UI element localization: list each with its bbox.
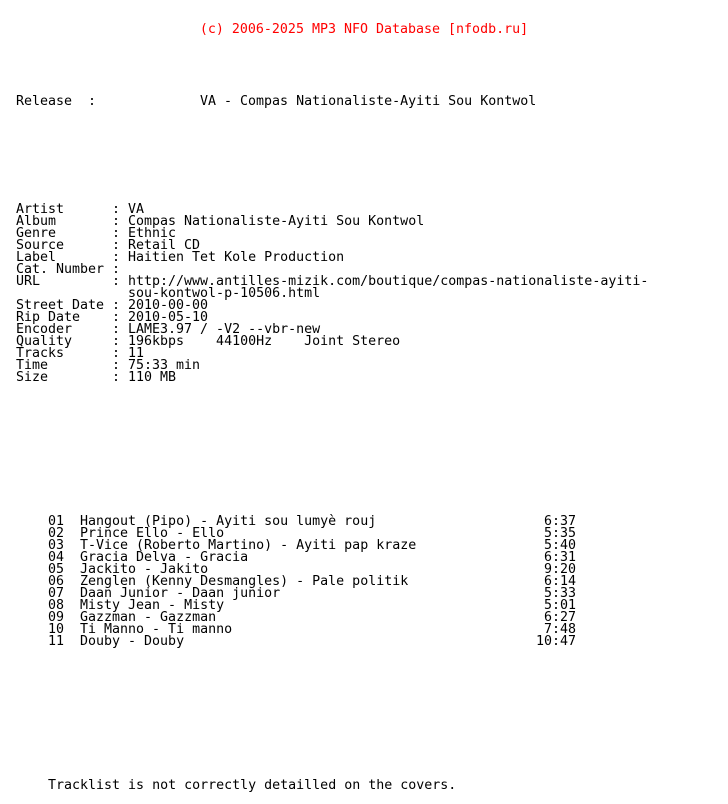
track-number: 04 [48, 550, 65, 565]
field-separator: : [112, 214, 121, 229]
blank-line [0, 60, 728, 72]
track-title: Zenglen (Kenny Desmangles) - Pale politik [80, 574, 409, 589]
field-label: Genre [16, 226, 57, 241]
track-row [0, 624, 728, 636]
track-title: T-Vice (Roberto Martino) - Ayiti pap kraze [80, 538, 417, 553]
info-field [0, 240, 728, 252]
field-value: sou-kontwol-p-10506.html [128, 286, 321, 301]
info-field [0, 300, 728, 312]
track-time: 6:14 [543, 574, 576, 589]
track-time: 5:01 [543, 598, 576, 613]
blank-line [0, 480, 728, 492]
info-field [0, 288, 728, 300]
field-value: Haitien Tet Kole Production [128, 250, 345, 265]
track-time: 7:48 [543, 622, 576, 637]
field-separator: : [112, 310, 121, 325]
track-time: 6:37 [543, 514, 576, 529]
track-row [0, 636, 728, 648]
field-label: Source [16, 238, 65, 253]
track-number: 06 [48, 574, 65, 589]
field-label: Size [16, 370, 49, 385]
field-value: 196kbps 44100Hz Joint Stereo [128, 334, 401, 349]
tracklist-note: Tracklist is not correctly detailled on the covers. [48, 778, 457, 793]
track-number: 08 [48, 598, 65, 613]
field-value: 2010-05-10 [128, 310, 209, 325]
blank-line [0, 744, 728, 756]
track-number: 03 [48, 538, 65, 553]
site-header: (c) 2006-2025 MP3 NFO Database [nfodb.ru] [199, 22, 529, 37]
field-value: Compas Nationaliste-Ayiti Sou Kontwol [128, 214, 425, 229]
field-value: 11 [128, 346, 145, 361]
info-field [0, 336, 728, 348]
info-field [0, 228, 728, 240]
track-title: Gracia Delva - Gracia [80, 550, 249, 565]
blank-line [0, 132, 728, 144]
blank-line [0, 168, 728, 180]
track-number: 07 [48, 586, 65, 601]
field-separator: : [112, 274, 121, 289]
field-label: Tracks [16, 346, 65, 361]
field-separator: : [112, 202, 121, 217]
field-label: Street Date [16, 298, 105, 313]
tracklist [0, 516, 728, 648]
track-time: 9:20 [543, 562, 576, 577]
field-separator: : [112, 250, 121, 265]
field-label: Album [16, 214, 57, 229]
field-value: LAME3.97 / -V2 --vbr-new [128, 322, 321, 337]
field-label: Label [16, 250, 57, 265]
field-label: Rip Date [16, 310, 81, 325]
track-title: Douby - Douby [80, 634, 185, 649]
track-time: 5:33 [543, 586, 576, 601]
blank-line [0, 444, 728, 456]
field-separator: : [112, 370, 121, 385]
field-label: Artist [16, 202, 65, 217]
blank-line [0, 708, 728, 720]
track-number: 09 [48, 610, 65, 625]
track-time: 10:47 [536, 634, 577, 649]
note-line [0, 780, 728, 792]
blank-line [0, 408, 728, 420]
field-value: 75:33 min [128, 358, 201, 373]
field-label: Quality [16, 334, 73, 349]
field-value: Ethnic [128, 226, 177, 241]
track-time: 6:31 [543, 550, 576, 565]
track-title: Jackito - Jakito [80, 562, 209, 577]
field-label: Encoder [16, 322, 73, 337]
field-separator: : [112, 358, 121, 373]
info-field [0, 348, 728, 360]
track-title: Daan Junior - Daan junior [80, 586, 281, 601]
info-field [0, 276, 728, 288]
track-number: 10 [48, 622, 65, 637]
info-field [0, 372, 728, 384]
track-title: Hangout (Pipo) - Ayiti sou lumyè rouj [80, 514, 377, 529]
field-separator: : [112, 334, 121, 349]
field-value: 2010-00-00 [128, 298, 209, 313]
info-field [0, 216, 728, 228]
field-separator: : [112, 298, 121, 313]
field-separator: : [112, 322, 121, 337]
field-label: Cat. Number [16, 262, 105, 277]
field-value: 110 MB [128, 370, 177, 385]
field-separator: : [112, 262, 121, 277]
field-separator: : [112, 346, 121, 361]
release-label: Release : [16, 94, 97, 109]
track-title: Ti Manno - Ti manno [80, 622, 233, 637]
info-field [0, 312, 728, 324]
info-field [0, 252, 728, 264]
track-number: 11 [48, 634, 65, 649]
track-time: 5:40 [543, 538, 576, 553]
track-number: 02 [48, 526, 65, 541]
field-value: http://www.antilles-mizik.com/boutique/compas-nationaliste-ayiti- [128, 274, 649, 289]
track-title: Prince Ello - Ello [80, 526, 225, 541]
blank-line [0, 672, 728, 684]
track-number: 05 [48, 562, 65, 577]
field-separator: : [112, 226, 121, 241]
release-value: VA - Compas Nationaliste-Ayiti Sou Kontwol [200, 94, 537, 109]
field-label: Time [16, 358, 49, 373]
info-field [0, 360, 728, 372]
field-label: URL [16, 274, 41, 289]
track-title: Gazzman - Gazzman [80, 610, 217, 625]
track-title: Misty Jean - Misty [80, 598, 225, 613]
track-time: 5:35 [543, 526, 576, 541]
track-row [0, 612, 728, 624]
field-separator: : [112, 238, 121, 253]
release-line [0, 96, 728, 108]
track-number: 01 [48, 514, 65, 529]
track-row [0, 600, 728, 612]
info-fields [0, 204, 728, 384]
track-time: 6:27 [543, 610, 576, 625]
field-value: VA [128, 202, 145, 217]
field-value: Retail CD [128, 238, 201, 253]
